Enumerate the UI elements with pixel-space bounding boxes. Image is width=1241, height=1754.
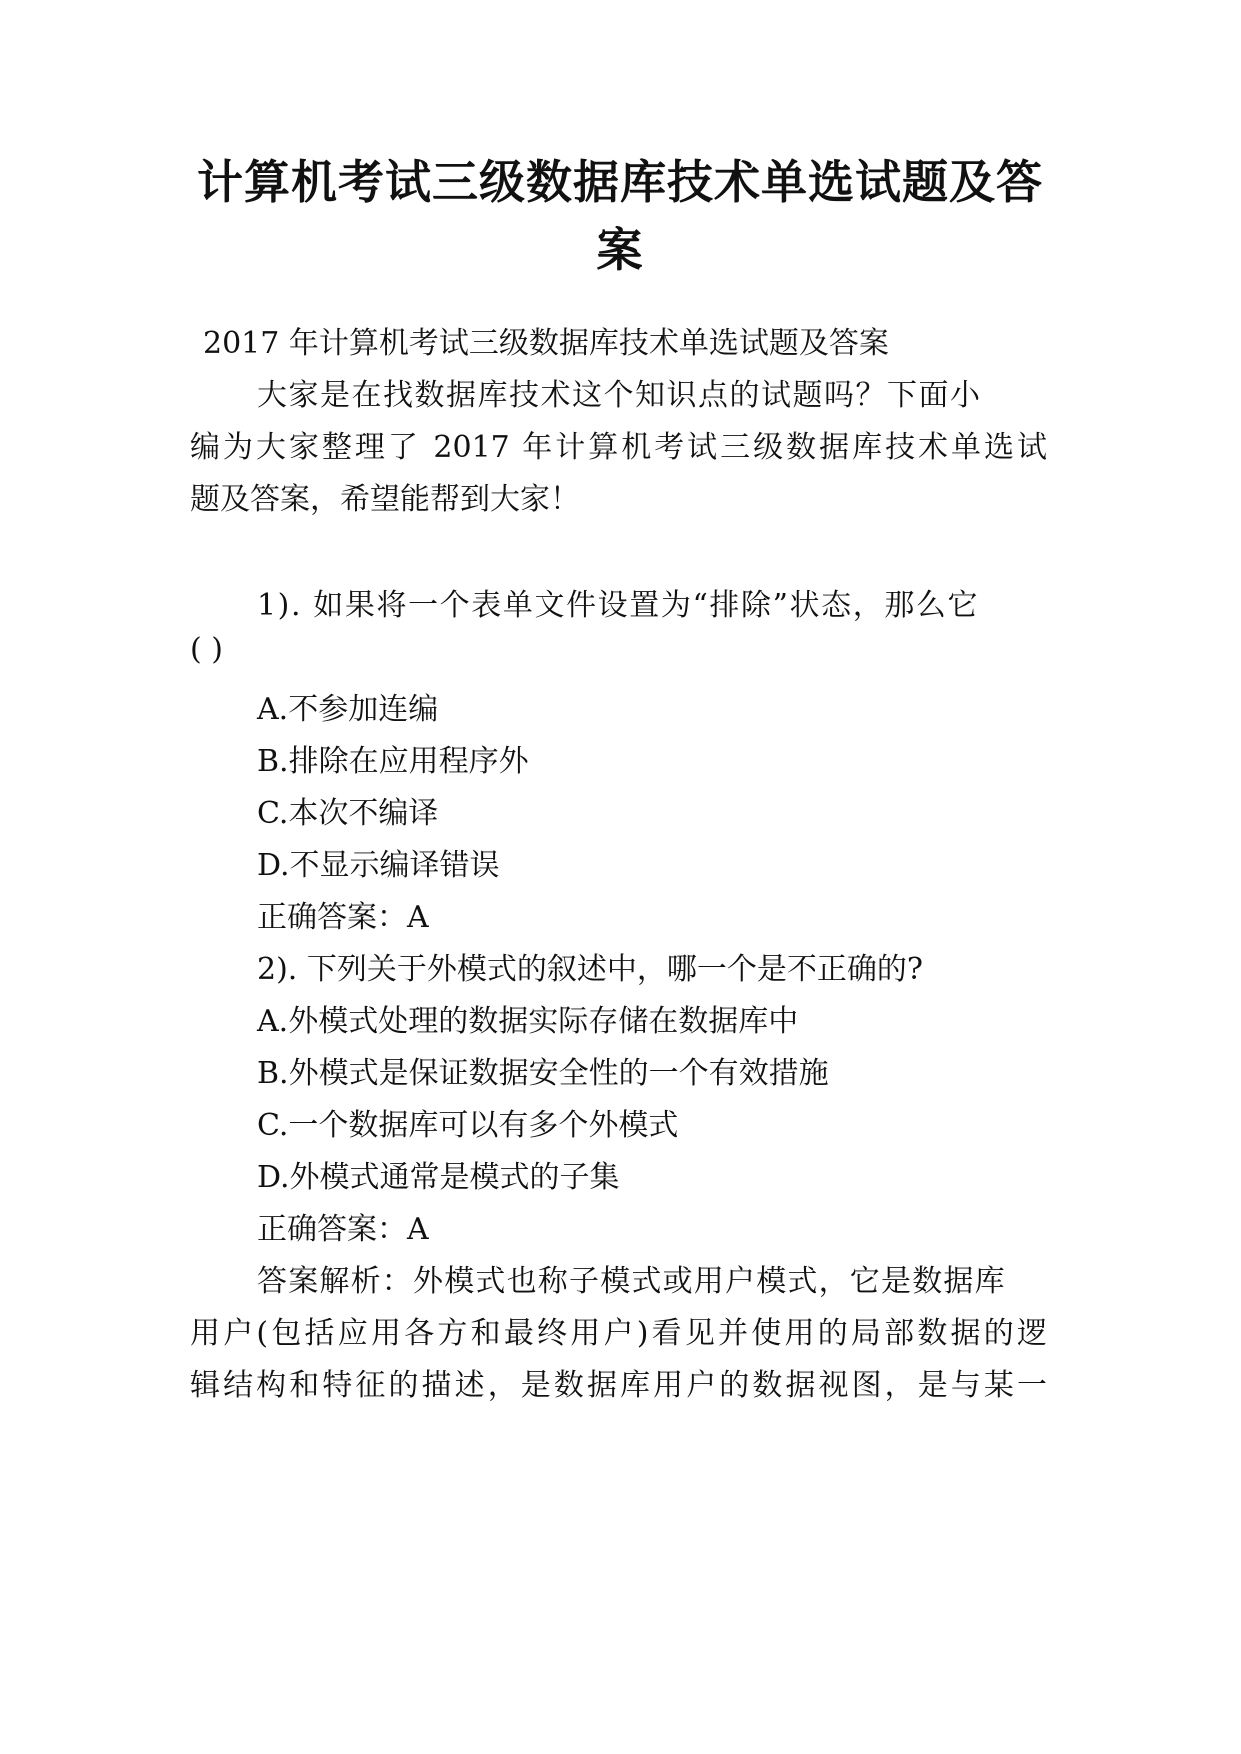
question-2-stem: 2). 下列关于外模式的叙述中，哪一个是不正确的?: [257, 952, 923, 987]
question-2-analysis-line-1: 答案解析：外模式也称子模式或用户模式，它是数据库: [257, 1264, 1006, 1299]
question-2-option-a: A.外模式处理的数据实际存储在数据库中: [257, 1004, 799, 1039]
question-2-answer: 正确答案：A: [257, 1212, 429, 1247]
question-2-option-b: B.外模式是保证数据安全性的一个有效措施: [257, 1056, 829, 1091]
question-1-stem: 1). 如果将一个表单文件设置为“排除”状态，那么它: [257, 588, 980, 623]
document-title: [180, 148, 1060, 284]
question-1-option-a: A.不参加连编: [257, 692, 439, 727]
intro-line-1: 大家是在找数据库技术这个知识点的试题吗？下面小: [257, 378, 982, 413]
title-line-2: 案: [596, 223, 644, 277]
question-2-analysis-line-2: 用户(包括应用各方和最终用户)看见并使用的局部数据的逻: [190, 1316, 1047, 1351]
question-2-option-c: C.一个数据库可以有多个外模式: [257, 1108, 679, 1143]
question-1-option-d: D.不显示编译错误: [257, 848, 500, 883]
question-1-answer: 正确答案：A: [257, 900, 429, 935]
question-2-analysis-line-3: 辑结构和特征的描述，是数据库用户的数据视图，是与某一: [190, 1368, 1047, 1403]
question-1-stem-continued: ( ): [190, 632, 223, 667]
intro-line-3: 题及答案，希望能帮到大家！: [190, 482, 580, 517]
question-1-option-b: B.排除在应用程序外: [257, 744, 529, 779]
subtitle: 2017 年计算机考试三级数据库技术单选试题及答案: [203, 326, 889, 361]
question-1-option-c: C.本次不编译: [257, 796, 439, 831]
intro-line-2: 编为大家整理了 2017 年计算机考试三级数据库技术单选试: [190, 430, 1047, 465]
title-line-1: 计算机考试三级数据库技术单选试题及答: [197, 155, 1043, 209]
question-2-option-d: D.外模式通常是模式的子集: [257, 1160, 620, 1195]
